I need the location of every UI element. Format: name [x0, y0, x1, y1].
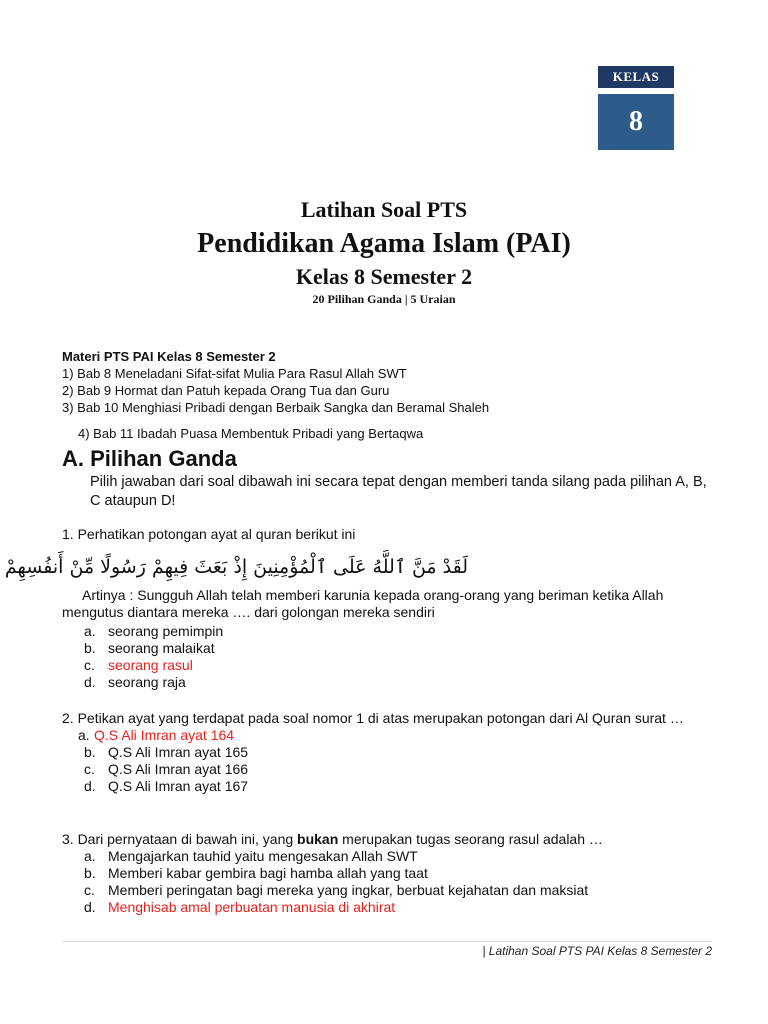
option-text: seorang pemimpin	[108, 623, 224, 639]
option-text: Mengajarkan tauhid yaitu mengesakan Allah SWT	[108, 848, 418, 864]
question-1-artinya: Artinya : Sungguh Allah telah memberi karunia kepada orang-orang yang beriman ketika Allah	[82, 587, 664, 603]
title-line-1: Latihan Soal PTS	[300, 197, 468, 222]
question-1-text: 1. Perhatikan potongan ayat al quran berikut ini	[62, 526, 356, 542]
option-letter: c.	[84, 657, 95, 673]
materi-item: 2) Bab 9 Hormat dan Patuh kepada Orang Tua dan Guru	[62, 383, 390, 398]
option-text: Q.S Ali Imran ayat 167	[108, 778, 249, 794]
kelas-badge-number: 8	[598, 94, 674, 150]
option-text: Q.S Ali Imran ayat 165	[108, 744, 249, 760]
option-letter: b.	[84, 865, 96, 881]
q2-option-d[interactable]	[84, 778, 248, 794]
option-text: seorang malaikat	[108, 640, 215, 656]
kelas-badge	[598, 66, 674, 150]
question-2-text: 2. Petikan ayat yang terdapat pada soal nomor 1 di atas merupakan potongan dari Al Quran surat …	[62, 710, 684, 726]
q3-option-d[interactable]	[84, 899, 395, 915]
q2-option-a[interactable]	[78, 727, 234, 743]
option-letter: d.	[84, 899, 96, 915]
option-letter: d.	[84, 674, 96, 690]
title-line-3: Kelas 8 Semester 2	[295, 264, 473, 289]
materi-heading: Materi PTS PAI Kelas 8 Semester 2	[62, 349, 276, 364]
materi-item: 4) Bab 11 Ibadah Puasa Membentuk Pribadi yang Bertaqwa	[78, 426, 424, 441]
option-text: Memberi kabar gembira bagi hamba allah yang taat	[108, 865, 428, 881]
question-3-text	[62, 831, 603, 847]
quran-verse: لَقَدْ مَنَّ ٱللَّهُ عَلَى ٱلْمُؤْمِنِينَ إِذْ بَعَثَ فِيهِمْ رَسُولًا مِّنْ أَنفُسِهِمْ	[4, 556, 468, 578]
option-letter: a.	[84, 623, 96, 639]
materi-item: 3) Bab 10 Menghiasi Pribadi dengan Berbaik Sangka dan Beramal Shaleh	[62, 400, 490, 415]
q3-option-a[interactable]	[84, 848, 418, 864]
title-line-4: 20 Pilihan Ganda | 5 Uraian	[312, 292, 456, 306]
option-letter: c.	[84, 882, 95, 898]
materi-item: 1) Bab 8 Meneladani Sifat-sifat Mulia Para Rasul Allah SWT	[62, 366, 407, 381]
option-text-answer: seorang rasul	[108, 657, 193, 673]
section-title: A. Pilihan Ganda	[62, 446, 237, 471]
option-text: Memberi peringatan bagi mereka yang ingkar, berbuat kejahatan dan maksiat	[108, 882, 589, 898]
option-text-answer: Menghisab amal perbuatan manusia di akhirat	[108, 899, 396, 915]
option-letter: b.	[84, 744, 96, 760]
option-letter: b.	[84, 640, 96, 656]
question-3-emphasis: bukan	[297, 831, 339, 847]
q3-option-c[interactable]	[84, 882, 588, 898]
option-text-answer: Q.S Ali Imran ayat 164	[94, 727, 235, 743]
option-letter: a.	[78, 727, 90, 743]
q1-option-c[interactable]	[84, 657, 193, 673]
option-letter: d.	[84, 778, 96, 794]
q1-option-d[interactable]	[84, 674, 186, 690]
option-letter: a.	[84, 848, 96, 864]
title-line-2: Pendidikan Agama Islam (PAI)	[197, 228, 571, 259]
q2-option-c[interactable]	[84, 761, 248, 777]
page-footer: | Latihan Soal PTS PAI Kelas 8 Semester 2	[482, 944, 712, 958]
kelas-badge-label: KELAS	[598, 66, 674, 88]
question-1-artinya: mengutus diantara mereka …. dari golongan mereka sendiri	[62, 604, 435, 620]
section-instruction: Pilih jawaban dari soal dibawah ini secara tepat dengan memberi tanda silang pada pilihan A, B, C ataupun D!	[90, 474, 707, 509]
footer-divider	[62, 941, 712, 942]
question-3-text-after: merupakan tugas seorang rasul adalah …	[338, 831, 603, 847]
q2-option-b[interactable]	[84, 744, 248, 760]
option-text: seorang raja	[108, 674, 186, 690]
q1-option-b[interactable]	[84, 640, 215, 656]
question-3-text-before: 3. Dari pernyataan di bawah ini, yang	[62, 831, 298, 847]
option-letter: c.	[84, 761, 95, 777]
option-text: Q.S Ali Imran ayat 166	[108, 761, 249, 777]
q3-option-b[interactable]	[84, 865, 428, 881]
q1-option-a[interactable]	[84, 623, 223, 639]
